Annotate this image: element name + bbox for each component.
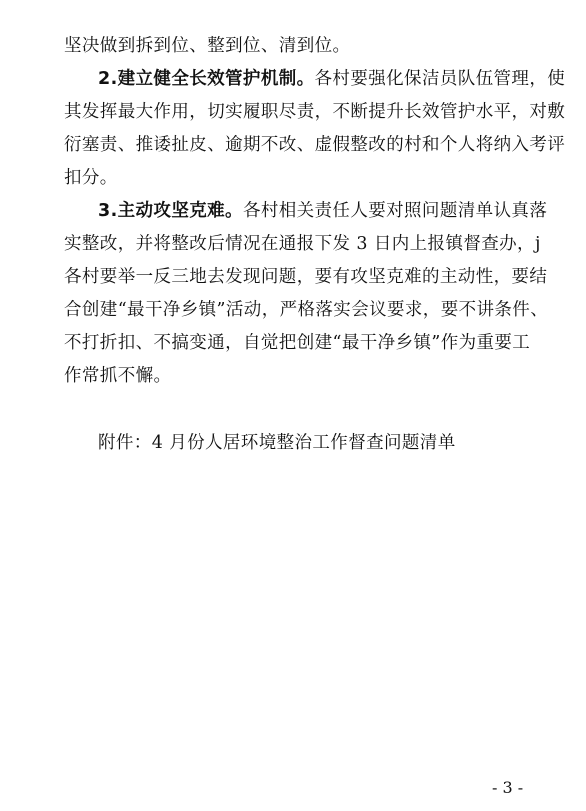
section3-line4: 合创建“最干净乡镇”活动，严格落实会议要求，要不讲条件、 [64,300,549,320]
intro-line: 坚决做到拆到位、整到位、清到位。 [64,36,351,56]
section3-line1-text: 各村相关责任人要对照问题清单认真落 [242,201,548,221]
section2-line4: 扣分。 [64,168,118,188]
section2-first-line [98,66,566,93]
section2-line1-text: 各村要强化保洁员队伍管理，使 [314,69,566,89]
page-number: - 3 - [492,778,524,797]
section2-line2: 其发挥最大作用，切实履职尽责，不断提升长效管护水平，对敷 [64,102,566,122]
section3-line5: 不打折扣、不搞变通，自觉把创建“最干净乡镇”作为重要工 [64,333,531,353]
section3-first-line [98,198,548,225]
section3-line3: 各村要举一反三地去发现问题，要有攻坚克难的主动性，要结 [64,267,548,287]
section3-heading: 3.主动攻坚克难。 [98,201,243,221]
section2-line3: 衍塞责、推诿扯皮、逾期不改、虚假整改的村和个人将纳入考评 [64,135,566,155]
section2-heading: 2.建立健全长效管护机制。 [98,69,315,89]
section3-line2: 实整改，并将整改后情况在通报下发 3 日内上报镇督查办，j [64,234,541,254]
attachment-note: 附件：4 月份人居环境整治工作督查问题清单 [98,433,456,453]
section3-line6: 作常抓不懈。 [64,366,172,386]
